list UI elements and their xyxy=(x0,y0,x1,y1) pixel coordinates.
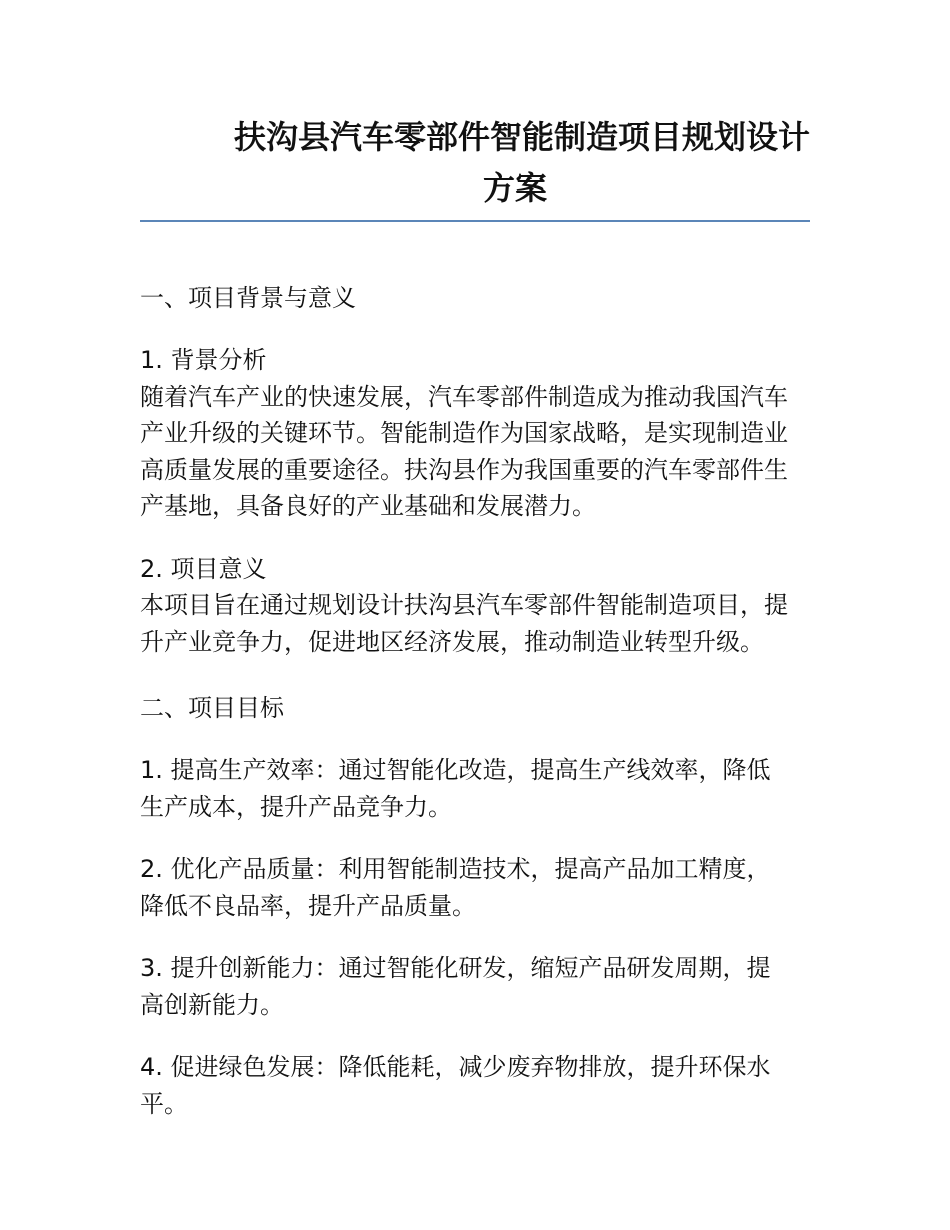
goal-item xyxy=(140,851,810,924)
goal-line: 4. 促进绿色发展：降低能耗，减少废弃物排放，提升环保水 xyxy=(140,1053,771,1081)
goal-item xyxy=(140,1049,810,1122)
section-heading-goals: 二、项目目标 xyxy=(140,694,284,722)
document-title xyxy=(140,0,810,214)
paragraph-line: 升产业竞争力，促进地区经济发展，推动制造业转型升级。 xyxy=(140,627,764,656)
paragraph-line: 随着汽车产业的快速发展，汽车零部件制造成为推动我国汽车 xyxy=(140,382,788,411)
goal-item xyxy=(140,950,810,1023)
goal-line: 3. 提升创新能力：通过智能化研发，缩短产品研发周期，提 xyxy=(140,954,771,982)
background-analysis-block xyxy=(140,342,810,525)
goal-line: 1. 提高生产效率：通过智能化改造，提高生产线效率，降低 xyxy=(140,756,771,784)
goal-line: 高创新能力。 xyxy=(140,990,284,1019)
title-line-2: 方案 xyxy=(482,169,547,207)
paragraph-line: 产业升级的关键环节。智能制造作为国家战略，是实现制造业 xyxy=(140,419,788,447)
goal-line: 2. 优化产品质量：利用智能制造技术，提高产品加工精度， xyxy=(140,855,771,883)
project-significance-block xyxy=(140,551,810,661)
goal-line: 降低不良品率，提升产品质量。 xyxy=(140,891,476,920)
goal-line: 平。 xyxy=(140,1089,188,1118)
title-divider xyxy=(140,220,810,222)
background-analysis-label: 1. 背景分析 xyxy=(140,346,267,374)
title-line-1: 扶沟县汽车零部件智能制造项目规划设计 xyxy=(233,118,810,156)
goal-line: 生产成本，提升产品竞争力。 xyxy=(140,792,452,821)
document-page xyxy=(140,0,810,1122)
project-significance-label: 2. 项目意义 xyxy=(140,554,267,583)
paragraph-line: 高质量发展的重要途径。扶沟县作为我国重要的汽车零部件生 xyxy=(140,455,788,484)
paragraph-line: 本项目旨在通过规划设计扶沟县汽车零部件智能制造项目，提 xyxy=(140,591,788,619)
goal-item xyxy=(140,752,810,825)
section-heading-background: 一、项目背景与意义 xyxy=(140,284,356,312)
paragraph-line: 产基地，具备良好的产业基础和发展潜力。 xyxy=(140,492,596,520)
